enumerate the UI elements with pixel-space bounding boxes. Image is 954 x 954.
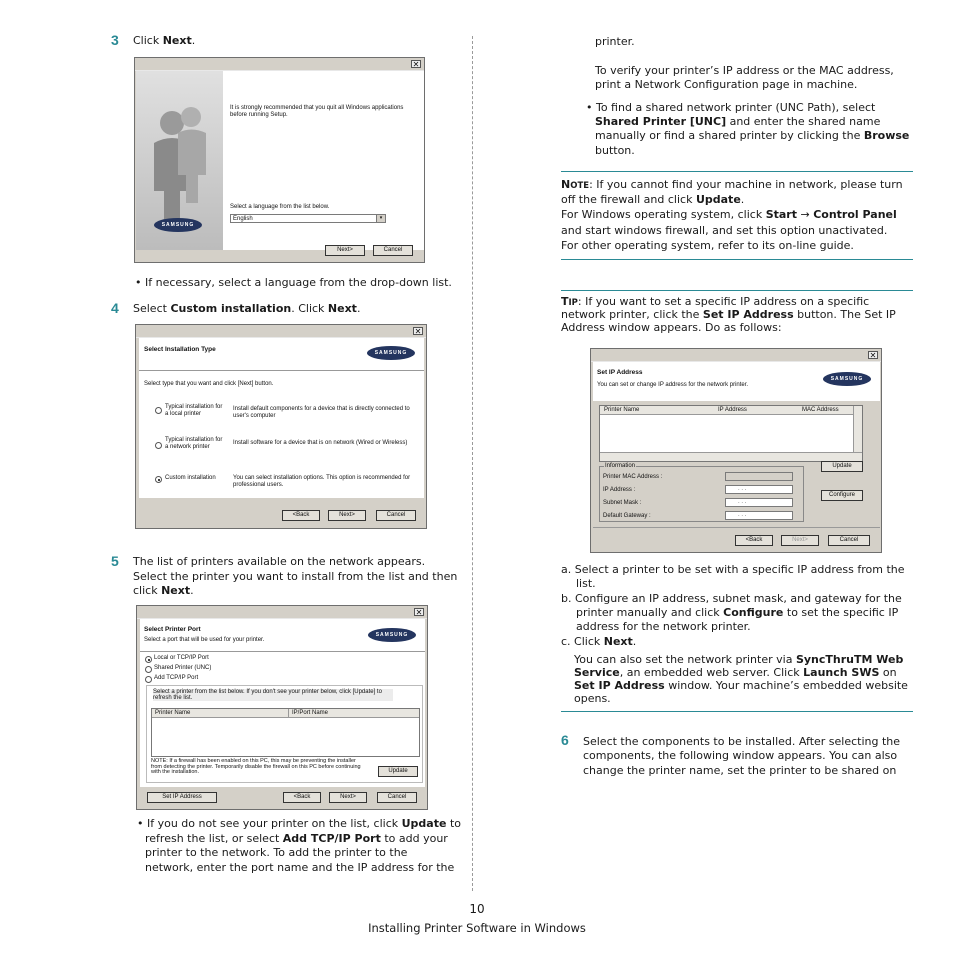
ip-field[interactable]: . . . [725, 485, 793, 494]
dialog-title: Select Installation Type [144, 346, 216, 353]
ip-label: IP Address : [603, 487, 636, 493]
header-divider [139, 370, 424, 371]
bullet-update-l3: printer to the network. To add the printer to the [145, 846, 408, 859]
dialog-content [139, 338, 424, 498]
table-header [600, 406, 854, 415]
language-prompt: Select a language from the list below. [230, 204, 330, 210]
installation-type-dialog [135, 324, 427, 529]
samsung-logo: SAMSUNG [154, 218, 202, 232]
section-title: Installing Printer Software in Windows [368, 921, 586, 935]
next-button[interactable]: Next> [329, 792, 367, 803]
step-5-line-2: Select the printer you want to install from the list and then [133, 570, 458, 583]
update-button[interactable]: Update [378, 766, 418, 777]
bullet-update-l2: refresh the list, or select Add TCP/IP Port to add your [145, 832, 448, 845]
step-6-line-3: change the printer name, set the printer to be shared on [583, 764, 897, 777]
printer-list-group [146, 685, 423, 783]
step-6-line-2: components, the following window appears. You can also [583, 749, 898, 762]
continued-text: printer. [595, 35, 635, 48]
language-bullet: • If necessary, select a language from the drop-down list. [135, 276, 452, 289]
chevron-down-icon[interactable]: ▾ [376, 215, 385, 222]
sws-line-1: You can also set the network printer via SyncThruTM Web [574, 653, 904, 666]
vertical-scrollbar[interactable] [853, 406, 862, 452]
step-5-line-3: click Next. [133, 584, 194, 597]
tip-top-rule [561, 290, 913, 291]
verify-line-2: print a Network Configuration page in machine. [595, 78, 858, 91]
samsung-logo: SAMSUNG [368, 628, 416, 642]
verify-line-1: To verify your printer’s IP address or the MAC address, [595, 64, 894, 77]
col-separator [288, 709, 289, 717]
col-printer-name: Printer Name [604, 407, 640, 413]
note-line-5: For other operating system, refer to its on-line guide. [561, 239, 854, 252]
cancel-button[interactable]: Cancel [376, 510, 416, 521]
opt-custom-label: Custom installation [165, 475, 216, 481]
samsung-logo: SAMSUNG [367, 346, 415, 360]
col-ip-port: IP/Port Name [292, 710, 329, 716]
step-number-6: 6 [561, 732, 569, 748]
dialog-content [140, 619, 425, 787]
opt-network-desc: Install software for a device that is on network (Wired or Wireless) [233, 440, 408, 446]
language-select[interactable]: English ▾ [230, 214, 386, 223]
dialog-content [223, 71, 424, 250]
dialog-title: Set IP Address [597, 369, 643, 376]
unc-line-4: button. [595, 144, 635, 157]
header-divider [140, 651, 425, 652]
printer-table[interactable] [599, 405, 863, 462]
port-add-label: Add TCP/IP Port [154, 675, 199, 681]
cancel-button[interactable]: Cancel [373, 245, 413, 256]
unc-line-2: Shared Printer [UNC] and enter the shared name [595, 115, 881, 128]
column-divider [472, 36, 473, 891]
back-button[interactable]: <Back [282, 510, 320, 521]
mac-field [725, 472, 793, 481]
dialog-titlebar [135, 58, 424, 71]
mac-label: Printer MAC Address : [603, 474, 663, 480]
note-line-2: off the firewall and click Update. [561, 193, 745, 206]
dialog-titlebar [591, 349, 881, 362]
dialog-titlebar [137, 606, 427, 619]
radio-shared-unc[interactable] [145, 666, 152, 673]
step-b-line-2: printer manually and click Configure to set the specific IP [576, 606, 899, 619]
table-header [152, 709, 419, 718]
col-ip-address: IP Address [718, 407, 747, 413]
step-b-line-3: address for the network printer. [576, 620, 751, 633]
language-dialog [134, 57, 425, 263]
step-number-4: 4 [111, 300, 119, 316]
step-c: c. Click Next. [561, 635, 637, 648]
step-number-5: 5 [111, 553, 119, 569]
recommend-message: It is strongly recommended that you quit all Windows applications before running Setup. [230, 105, 404, 118]
printer-port-dialog [136, 605, 428, 810]
next-button[interactable]: Next> [328, 510, 366, 521]
unc-line-1: • To find a shared network printer (UNC Path), select [586, 101, 876, 114]
set-ip-address-button[interactable]: Set IP Address [147, 792, 217, 803]
col-mac-address: MAC Address [802, 407, 839, 413]
radio-add-tcp[interactable] [145, 676, 152, 683]
step-6-line-1: Select the components to be installed. After selecting the [583, 735, 901, 748]
note-line-1: NOTE: If you cannot find your machine in network, please turn [561, 178, 903, 191]
information-legend: Information [605, 463, 636, 469]
next-button[interactable]: Next> [325, 245, 365, 256]
horizontal-scrollbar[interactable] [600, 452, 862, 461]
set-ip-address-dialog [590, 348, 882, 553]
dialog-header [593, 362, 880, 401]
close-icon[interactable]: ✕ [412, 60, 420, 69]
port-local-label: Local or TCP/IP Port [154, 655, 209, 661]
setup-illustration [136, 71, 223, 250]
step-a-line-2: list. [576, 577, 596, 590]
gateway-label: Default Gateway : [603, 513, 651, 519]
subnet-label: Subnet Mask : [603, 500, 642, 506]
samsung-logo: SAMSUNG [823, 372, 871, 386]
dialog-title: Select Printer Port [144, 626, 201, 633]
back-button[interactable]: <Back [283, 792, 321, 803]
close-icon[interactable]: ✕ [414, 327, 422, 336]
step-b-line-1: b. Configure an IP address, subnet mask, and gateway for the [561, 592, 902, 605]
step-a-line-1: a. Select a printer to be set with a specific IP address from the [561, 563, 905, 576]
instruction-text: Select type that you want and click [Next] button. [144, 381, 274, 387]
note-line-3: For Windows operating system, click Start → Control Panel [561, 208, 897, 221]
opt-custom-desc: You can select installation options. This option is recommended for professional users. [233, 475, 411, 488]
opt-local-desc: Install default components for a device that is directly connected to user's computer [233, 406, 410, 419]
tip-bottom-rule [561, 711, 913, 712]
gateway-field[interactable]: . . . [725, 511, 793, 520]
bullet-update-l1: • If you do not see your printer on the list, click Update to [137, 817, 461, 830]
firewall-note: NOTE: If a firewall has been enabled on this PC, this may be preventing the installer from detecting the printer. Temporarily disable the firewall on this PC before continuing with the installation. [151, 758, 361, 775]
opt-local-label: Typical installation for a local printer [165, 404, 223, 417]
dialog-subtitle: Select a port that will be used for your printer. [144, 637, 265, 643]
step-5-line-1: The list of printers available on the network appears. [133, 555, 426, 568]
tip-line-3: Address window appears. Do as follows: [561, 321, 782, 334]
radio-local-tcp[interactable] [145, 656, 152, 663]
unc-line-3: manually or find a shared printer by clicking the Browse [595, 129, 910, 142]
step-3-text: Click Next. [133, 34, 196, 47]
sws-line-2: Service, an embedded web server. Click Launch SWS on [574, 666, 897, 679]
note-top-rule [561, 171, 913, 172]
sws-line-4: opens. [574, 692, 611, 705]
tip-line-1: TIP: If you want to set a specific IP address on a specific [561, 295, 870, 308]
close-icon[interactable]: ✕ [869, 351, 877, 360]
subnet-field[interactable]: . . . [725, 498, 793, 507]
close-icon[interactable]: ✕ [415, 608, 423, 617]
tip-line-2: network printer, click the Set IP Address button. The Set IP [561, 308, 896, 321]
page-number: 10 [469, 902, 485, 916]
col-printer-name: Printer Name [155, 710, 191, 716]
bullet-update-l4: network, enter the port name and the IP address for the [145, 861, 455, 874]
sws-line-3: Set IP Address window. Your machine’s embedded website [574, 679, 908, 692]
list-info-text: Select a printer from the list below. If you don't see your printer below, click [Update] to refresh the list. [153, 689, 393, 701]
opt-network-label: Typical installation for a network printer [165, 437, 223, 450]
information-group [599, 463, 804, 522]
note-bottom-rule [561, 259, 913, 260]
radio-network-printer[interactable] [155, 442, 162, 449]
update-button[interactable]: Update [821, 461, 863, 472]
cancel-button[interactable]: Cancel [828, 535, 870, 546]
footer-divider [593, 527, 880, 528]
radio-local-printer[interactable] [155, 407, 162, 414]
step-number-3: 3 [111, 32, 119, 48]
printer-table[interactable] [151, 708, 420, 757]
port-shared-label: Shared Printer (UNC) [154, 665, 212, 671]
step-4-text: Select Custom installation. Click Next. [133, 302, 361, 315]
note-line-4: and start windows firewall, and set this option unactivated. [561, 224, 888, 237]
back-button[interactable]: <Back [735, 535, 773, 546]
next-button[interactable]: Next> [781, 535, 819, 546]
dialog-subtitle: You can set or change IP address for the network printer. [597, 382, 749, 388]
radio-custom[interactable] [155, 476, 162, 483]
dialog-titlebar [136, 325, 426, 338]
cancel-button[interactable]: Cancel [377, 792, 417, 803]
configure-button[interactable]: Configure [821, 490, 863, 501]
